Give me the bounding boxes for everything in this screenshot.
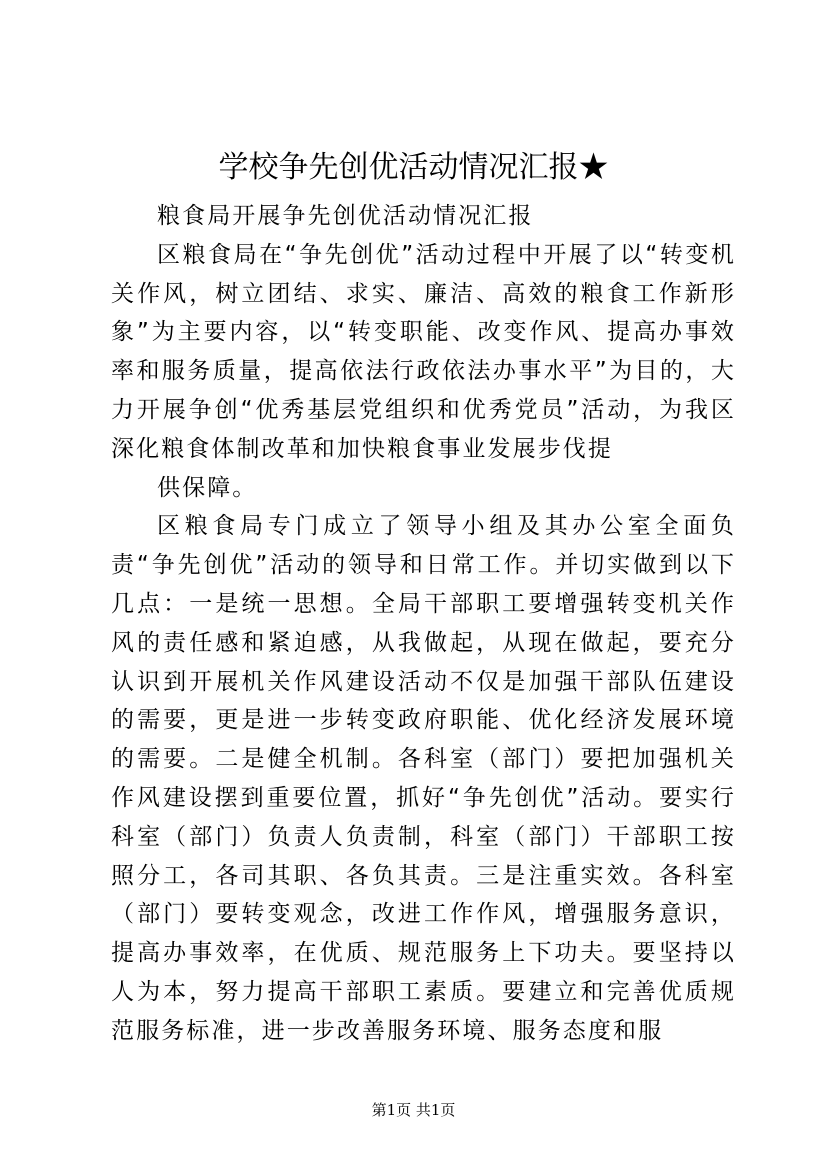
body-paragraph: 供保障。 (157, 474, 258, 501)
document-body (111, 197, 736, 1051)
body-paragraph: 区粮食局专门成立了领导小组及其办公室全面负责“争先创优”活动的领导和日常工作。并切实做到以下几点：一是统一思想。全局干部职工要增强转变机关作风的责任感和紧迫感，从我做起，从现在做起，要充分认识到开展机关作风建设活动不仅是加强干部队伍建设的需要，更是进一步转变政府职能、优化经济发展环境的需要。二是健全机制。各科室（部门）要把加强机关作风建设摆到重要位置，抓好“争先创优”活动。要实行科室（部门）负责人负责制，科室（部门）干部职工按照分工，各司其职、各负其责。三是注重实效。各科室（部门）要转变观念，改进工作作风，增强服务意识，提高办事效率，在优质、规范服务上下功夫。要坚持以人为本，努力提高干部职工素质。要建立和完善优质规范服务标准，进一步改善服务环境、服务态度和服 (111, 513, 736, 1044)
body-paragraph: 区粮食局在“争先创优”活动过程中开展了以“转变机关作风，树立团结、求实、廉洁、高效的粮食工作新形象”为主要内容，以“转变职能、改变作风、提高办事效率和服务质量，提高依法行政依法办事水平”为目的，大力开展争创“优秀基层党组织和优秀党员”活动，为我区深化粮食体制改革和加快粮食事业发展步伐提 (111, 241, 736, 462)
page-footer: 第1页 共1页 (371, 1101, 456, 1119)
subtitle-paragraph: 粮食局开展争先创优活动情况汇报 (157, 203, 534, 229)
document-title: 学校争先创优活动情况汇报★ (218, 150, 609, 185)
